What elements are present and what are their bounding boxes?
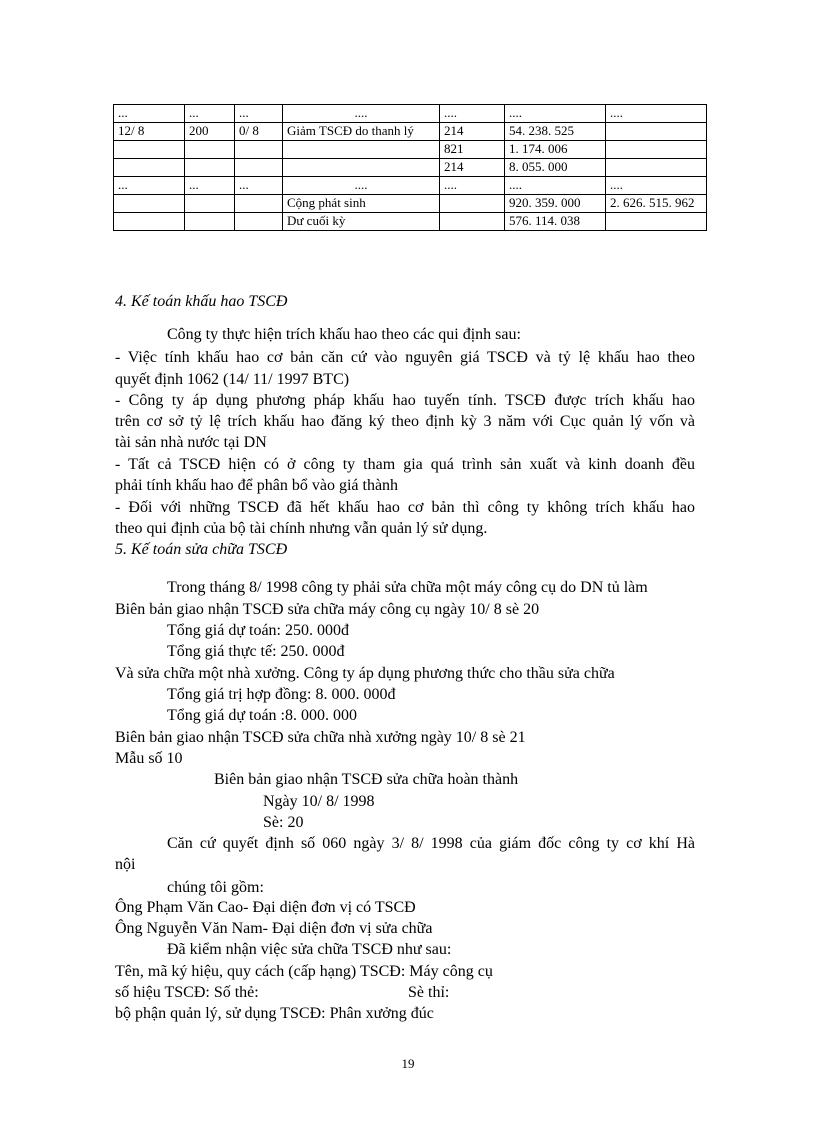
table-cell (235, 141, 283, 159)
paragraph-line: Tổng giá dự toán :8. 000. 000 (167, 707, 357, 724)
table-cell: 2. 626. 515. 962 (606, 195, 707, 213)
table-cell: .... (606, 177, 707, 195)
table-cell (283, 159, 440, 177)
table-cell: ... (235, 105, 283, 123)
table-cell (235, 159, 283, 177)
table-cell (440, 195, 505, 213)
table-cell (185, 159, 235, 177)
paragraph-line: Công ty thực hiện trích khấu hao theo các qui định sau: (167, 326, 521, 343)
table-row (114, 213, 707, 231)
table-cell: .... (606, 105, 707, 123)
table-cell (283, 141, 440, 159)
table-cell (606, 123, 707, 141)
table-cell: 8. 055. 000 (505, 159, 606, 177)
table-cell (185, 195, 235, 213)
table-cell (606, 141, 707, 159)
table-cell (440, 213, 505, 231)
paragraph-line: Và sửa chữa một nhà xưởng. Công ty áp dụng phương thức cho thầu sửa chữa (115, 665, 615, 682)
table-row (114, 141, 707, 159)
table-cell: 1. 174. 006 (505, 141, 606, 159)
form-number: Sè: 20 (263, 814, 304, 831)
table-row (114, 105, 707, 123)
table-cell: 12/ 8 (114, 123, 185, 141)
paragraph-line: Đã kiểm nhận việc sửa chữa TSCĐ như sau: (167, 941, 452, 958)
table-cell: Giảm TSCĐ do thanh lý (283, 123, 440, 141)
paragraph-line: Biên bản giao nhận TSCĐ sửa chữa nhà xưởng ngày 10/ 8 sè 21 (115, 729, 526, 746)
table-cell: .... (505, 177, 606, 195)
table-cell: .... (440, 177, 505, 195)
table-cell: .... (283, 177, 440, 195)
paragraph-line: - Việc tính khấu hao cơ bản căn cứ vào nguyên giá TSCĐ và tỷ lệ khấu hao theo (115, 349, 695, 366)
table-cell: 920. 359. 000 (505, 195, 606, 213)
table-row (114, 177, 707, 195)
table-cell (114, 159, 185, 177)
table-cell: 54. 238. 525 (505, 123, 606, 141)
paragraph-line: Tổng giá trị hợp đồng: 8. 000. 000đ (167, 686, 396, 703)
paragraph-line: Ông Nguyễn Văn Nam- Đại diện đơn vị sửa chữa (115, 920, 433, 937)
table-cell: ... (185, 177, 235, 195)
table-cell (114, 141, 185, 159)
table-cell (235, 213, 283, 231)
paragraph-line: tài sản nhà nước tại DN (115, 434, 267, 451)
paragraph-line: chúng tôi gồm: (167, 879, 264, 896)
table-row (114, 123, 707, 141)
paragraph-line: Tổng giá dự toán: 250. 000đ (167, 622, 349, 639)
paragraph-line: Trong tháng 8/ 1998 công ty phải sửa chữa một máy công cụ do DN tủ làm (167, 579, 648, 596)
table-cell (114, 213, 185, 231)
table-cell: 821 (440, 141, 505, 159)
paragraph-line: - Đối với những TSCĐ đã hết khấu hao cơ bản thì công ty không trích khấu hao (115, 499, 695, 516)
table-cell: ... (114, 177, 185, 195)
table-cell (606, 159, 707, 177)
table-cell (114, 195, 185, 213)
paragraph-line: Sè thỉ: (408, 984, 450, 1001)
table-cell: Cộng phát sinh (283, 195, 440, 213)
table-cell: 214 (440, 159, 505, 177)
paragraph-line: quyết định 1062 (14/ 11/ 1997 BTC) (115, 371, 350, 388)
table-cell: .... (440, 105, 505, 123)
table-cell: 214 (440, 123, 505, 141)
paragraph-line: Ông Phạm Văn Cao- Đại diện đơn vị có TSCĐ (115, 899, 416, 916)
table-cell: .... (505, 105, 606, 123)
form-date: Ngày 10/ 8/ 1998 (263, 793, 375, 810)
table-cell: 0/ 8 (235, 123, 283, 141)
section-5-heading: 5. Kế toán sửa chữa TSCĐ (115, 541, 288, 558)
paragraph-line: - Tất cả TSCĐ hiện có ở công ty tham gia quá trình sản xuất và kinh doanh đều (115, 456, 695, 473)
paragraph-line: Mẫu số 10 (115, 750, 183, 767)
table-cell (185, 141, 235, 159)
ledger-table (113, 104, 707, 231)
paragraph-line: Biên bản giao nhận TSCĐ sửa chữa máy công cụ ngày 10/ 8 sè 20 (115, 601, 540, 618)
page-number: 19 (401, 1056, 415, 1071)
paragraph-line: Tổng giá thực tế: 250. 000đ (167, 643, 345, 660)
form-title: Biên bản giao nhận TSCĐ sửa chữa hoàn thành (214, 771, 519, 788)
table-cell: ... (185, 105, 235, 123)
table-row (114, 195, 707, 213)
table-cell (606, 213, 707, 231)
table-cell: ... (235, 177, 283, 195)
table-cell: .... (283, 105, 440, 123)
paragraph-line: Tên, mã ký hiệu, quy cách (cấp hạng) TSCĐ: Máy công cụ (115, 963, 493, 980)
paragraph-line: số hiệu TSCĐ: Số thẻ: (115, 984, 259, 1001)
table-cell: ... (114, 105, 185, 123)
paragraph-line: Căn cứ quyết định số 060 ngày 3/ 8/ 1998 của giám đốc công ty cơ khí Hà (167, 835, 695, 852)
paragraph-line: theo qui định của bộ tài chính nhưng vẫn quản lý sử dụng. (115, 520, 488, 537)
table-cell: Dư cuối kỳ (283, 213, 440, 231)
table-cell (185, 213, 235, 231)
table-row (114, 159, 707, 177)
table-cell: 576. 114. 038 (505, 213, 606, 231)
table-cell (235, 195, 283, 213)
table-cell: 200 (185, 123, 235, 141)
section-4-heading: 4. Kế toán khấu hao TSCĐ (115, 293, 288, 310)
paragraph-line: bộ phận quản lý, sử dụng TSCĐ: Phân xưởng đúc (115, 1005, 434, 1022)
paragraph-line: phải tính khấu hao để phân bổ vào giá thành (115, 477, 399, 494)
paragraph-line: nội (115, 856, 136, 873)
paragraph-line: trên cơ sở tỷ lệ trích khấu hao đăng ký theo định kỳ 3 năm với Cục quản lý vốn và (115, 413, 695, 430)
paragraph-line: - Công ty áp dụng phương pháp khấu hao tuyến tính. TSCĐ được trích khấu hao (115, 392, 695, 409)
